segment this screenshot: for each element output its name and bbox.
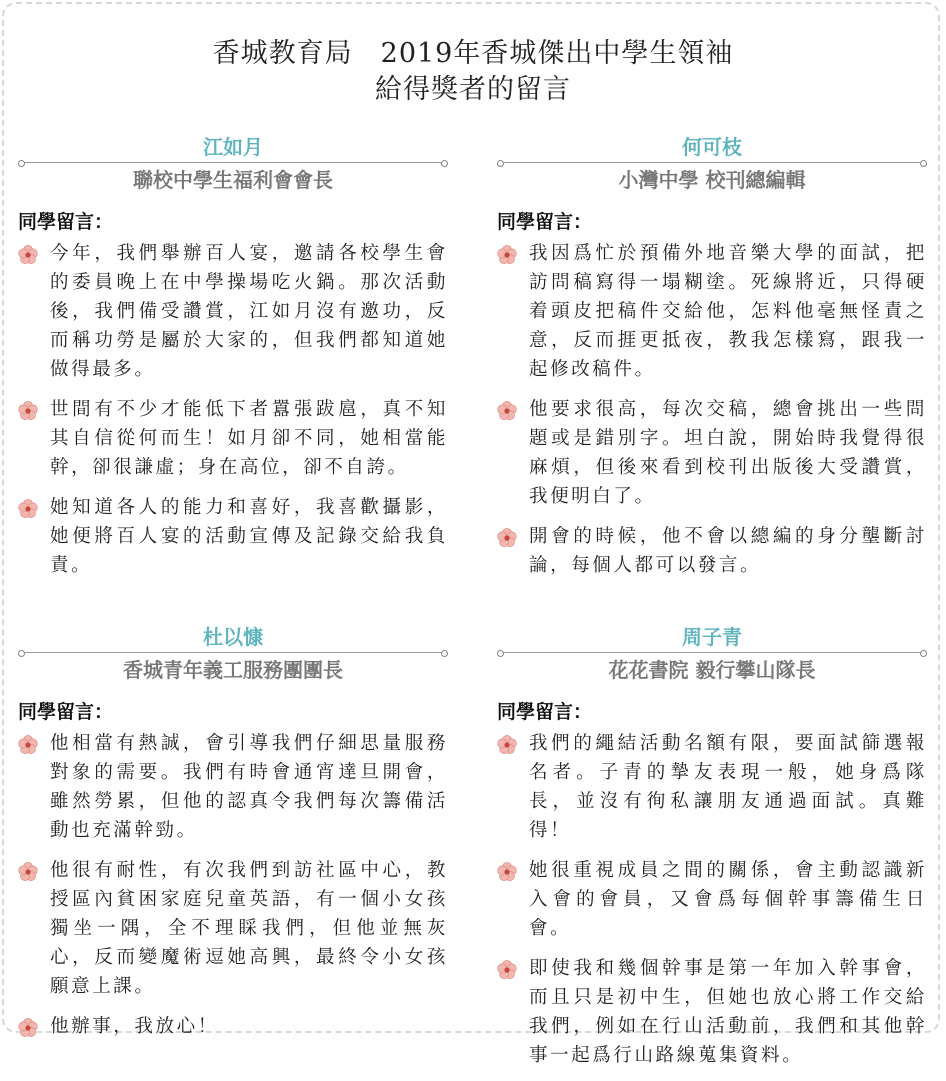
plum-blossom-bullet-icon — [497, 960, 517, 980]
award-card-4 — [497, 624, 927, 1081]
list-item: 他很有耐性，有次我們到訪社區中心，教授區內貧困家庭兒童英語，有一個小女孩獨坐一隅，全不理睬我們，但他並無灰心，反而變魔術逗她高興，最終令小女孩願意上課。 — [18, 856, 448, 1001]
page-subtitle: 給得獎者的留言 — [375, 74, 571, 105]
list-item: 今年，我們舉辦百人宴，邀請各校學生會的委員晚上在中學操場吃火鍋。那次活動後，我們備受讚賞，江如月沒有邀功，反而稱功勞是屬於大家的，但我們都知道她做得最多。 — [18, 239, 448, 384]
awardee-role: 小灣中學 校刊總編輯 — [618, 168, 806, 192]
list-item: 開會的時候，他不會以總編的身分壟斷討論，每個人都可以發言。 — [497, 522, 927, 580]
message-label: 同學留言： — [18, 211, 114, 233]
plum-blossom-bullet-icon — [497, 245, 517, 265]
plum-blossom-bullet-icon — [18, 245, 38, 265]
list-item: 我們的繩結活動名額有限，要面試篩選報名者。子青的摯友表現一般，她身爲隊長，並沒有徇私讓朋友通過面試。真難得！ — [497, 729, 927, 845]
message-label: 同學留言： — [497, 701, 593, 723]
message-list — [18, 239, 448, 580]
plum-blossom-bullet-icon — [497, 735, 517, 755]
plum-blossom-bullet-icon — [497, 528, 517, 548]
plum-blossom-bullet-icon — [497, 862, 517, 882]
award-card-2 — [497, 134, 927, 591]
awardee-name: 何可枝 — [682, 135, 742, 159]
message-label: 同學留言： — [18, 701, 114, 723]
list-item: 她知道各人的能力和喜好，我喜歡攝影，她便將百人宴的活動宣傳及記錄交給我負責。 — [18, 493, 448, 580]
list-item: 我因爲忙於預備外地音樂大學的面試，把訪問稿寫得一塌糊塗。死線將近，只得硬着頭皮把稿件交給他，怎料他毫無怪責之意，反而捱更抵夜，教我怎樣寫，跟我一起修改稿件。 — [497, 239, 927, 384]
awardee-role: 花花書院 毅行攀山隊長 — [608, 658, 816, 682]
list-item: 他辦事，我放心！ — [18, 1012, 448, 1041]
page-title: 香城教育局 2019年香城傑出中學生領袖 — [212, 38, 734, 69]
plum-blossom-bullet-icon — [18, 862, 38, 882]
divider-line — [497, 650, 927, 656]
awardee-role: 香城青年義工服務團團長 — [123, 658, 343, 682]
list-item: 他相當有熱誠，會引導我們仔細思量服務對象的需要。我們有時會通宵達旦開會，雖然勞累，但他的認真令我們每次籌備活動也充滿幹勁。 — [18, 729, 448, 845]
award-card-3 — [18, 624, 448, 1052]
plum-blossom-bullet-icon — [18, 401, 38, 421]
awardee-name: 周子青 — [682, 625, 742, 649]
divider-line — [18, 160, 448, 166]
award-card-1 — [18, 134, 448, 591]
message-list — [497, 729, 927, 1070]
list-item: 世間有不少才能低下者囂張跋扈，真不知其自信從何而生！如月卻不同，她相當能幹，卻很謙虛；身在高位，卻不自誇。 — [18, 395, 448, 482]
awardee-name: 江如月 — [203, 135, 263, 159]
divider-line — [18, 650, 448, 656]
divider-line — [497, 160, 927, 166]
plum-blossom-bullet-icon — [18, 499, 38, 519]
list-item: 她很重視成員之間的關係，會主動認識新入會的會員，又會爲每個幹事籌備生日會。 — [497, 856, 927, 943]
message-list — [18, 729, 448, 1041]
message-list — [497, 239, 927, 580]
list-item: 他要求很高，每次交稿，總會挑出一些問題或是錯別字。坦白說，開始時我覺得很麻煩，但後來看到校刊出版後大受讚賞，我便明白了。 — [497, 395, 927, 511]
plum-blossom-bullet-icon — [18, 1018, 38, 1038]
awardee-role: 聯校中學生福利會會長 — [133, 168, 333, 192]
plum-blossom-bullet-icon — [18, 735, 38, 755]
page-header — [0, 36, 946, 108]
list-item: 即使我和幾個幹事是第一年加入幹事會，而且只是初中生，但她也放心將工作交給我們，例如在行山活動前，我們和其他幹事一起爲行山路線蒐集資料。 — [497, 954, 927, 1070]
message-label: 同學留言： — [497, 211, 593, 233]
awardee-name: 杜以慷 — [203, 625, 263, 649]
plum-blossom-bullet-icon — [497, 401, 517, 421]
